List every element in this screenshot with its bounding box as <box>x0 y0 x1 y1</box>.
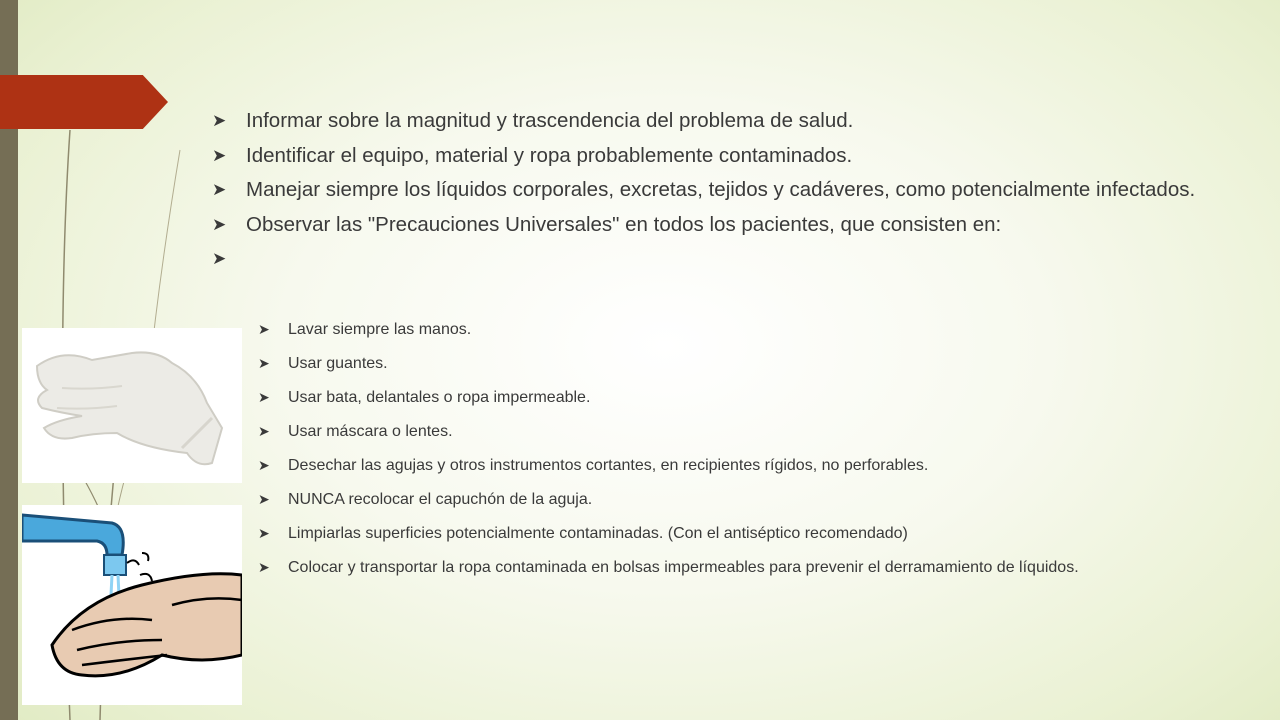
sub-bullet-text: Limpiarlas superficies potencialmente contaminadas. (Con el antiséptico recomendado) <box>288 525 908 542</box>
sub-bullet-text: Desechar las agujas y otros instrumentos cortantes, en recipientes rígidos, no perforables. <box>288 457 929 474</box>
arrow-bullet-icon: ➤ <box>258 491 270 507</box>
arrow-bullet-icon: ➤ <box>258 559 270 575</box>
sub-bullet-item <box>258 320 1199 339</box>
sub-bullet-item <box>258 490 1199 509</box>
arrow-bullet-icon: ➤ <box>258 321 270 337</box>
main-bullet-item-empty <box>212 246 1198 270</box>
title-accent-arrow <box>0 75 168 129</box>
main-bullet-item <box>212 108 1198 133</box>
arrow-bullet-icon: ➤ <box>212 249 227 268</box>
sub-bullet-text: Lavar siempre las manos. <box>288 321 472 338</box>
main-bullet-text: Manejar siempre los líquidos corporales, excretas, tejidos y cadáveres, como potencialmente infectados. <box>246 178 1196 201</box>
arrow-bullet-icon: ➤ <box>258 355 270 371</box>
arrow-bullet-icon: ➤ <box>258 525 270 541</box>
main-bullet-text: Observar las "Precauciones Universales" en todos los pacientes, que consisten en: <box>246 212 1002 236</box>
glove-image <box>22 328 242 483</box>
sub-bullet-text: NUNCA recolocar el capuchón de la aguja. <box>288 491 593 508</box>
main-bullet-item <box>212 212 1198 237</box>
sub-bullet-text: Usar máscara o lentes. <box>288 423 453 440</box>
main-bullet-text: Identificar el equipo, material y ropa probablemente contaminados. <box>246 143 853 167</box>
arrow-bullet-icon: ➤ <box>212 111 227 130</box>
sub-bullet-text: Usar bata, delantales o ropa impermeable. <box>288 389 591 406</box>
main-bullet-list <box>212 108 1198 270</box>
arrow-bullet-icon: ➤ <box>212 180 227 199</box>
arrow-bullet-icon: ➤ <box>258 389 270 405</box>
sub-bullet-item <box>258 388 1199 407</box>
sub-bullet-text: Colocar y transportar la ropa contaminada en bolsas impermeables para prevenir el derramamiento de líquidos. <box>288 559 1079 576</box>
handwashing-illustration <box>22 505 242 705</box>
glove-illustration <box>22 328 242 483</box>
main-bullet-item <box>212 177 1198 202</box>
sub-bullet-list <box>258 320 1199 592</box>
slide-content <box>212 108 1198 280</box>
main-bullet-item <box>212 143 1198 168</box>
arrow-bullet-icon: ➤ <box>212 145 227 165</box>
arrow-bullet-icon: ➤ <box>258 423 270 439</box>
handwashing-image <box>22 505 242 705</box>
sub-bullet-item <box>258 456 1199 475</box>
sub-bullet-item <box>258 524 1199 543</box>
arrow-bullet-icon: ➤ <box>212 214 227 234</box>
sub-bullet-text: Usar guantes. <box>288 355 388 372</box>
sub-bullet-item <box>258 354 1199 373</box>
sub-bullet-item <box>258 558 1199 577</box>
sub-bullet-item <box>258 422 1199 441</box>
arrow-bullet-icon: ➤ <box>258 457 270 473</box>
main-bullet-text: Informar sobre la magnitud y trascendencia del problema de salud. <box>246 109 854 132</box>
